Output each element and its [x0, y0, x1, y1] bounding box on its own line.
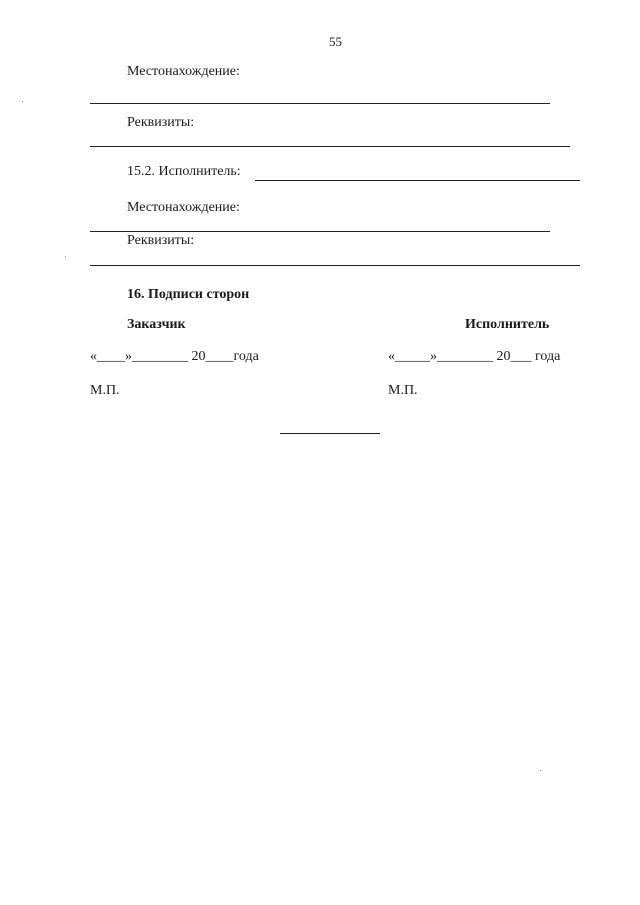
contractor-signature-title: Исполнитель	[465, 317, 550, 332]
contractor-name-line	[255, 180, 580, 181]
contractor-location-line	[90, 231, 550, 232]
scan-speck	[22, 101, 23, 102]
contractor-stamp: М.П.	[388, 383, 418, 398]
client-date-line: «____»________ 20____года	[90, 349, 259, 364]
contractor-requisites-label: Реквизиты:	[127, 233, 195, 248]
client-requisites-label: Реквизиты:	[127, 115, 195, 130]
client-location-label: Местонахождение:	[127, 64, 240, 79]
page-number: 55	[329, 34, 342, 49]
contractor-heading: 15.2. Исполнитель:	[127, 164, 241, 179]
client-signature-title: Заказчик	[127, 317, 186, 332]
scan-speck	[540, 770, 541, 771]
client-stamp: М.П.	[90, 383, 120, 398]
contractor-date-line: «_____»________ 20___ года	[388, 349, 561, 364]
end-divider	[280, 433, 380, 434]
scan-speck	[65, 256, 66, 257]
signatures-heading: 16. Подписи сторон	[127, 287, 250, 302]
contractor-requisites-line	[90, 265, 580, 266]
client-requisites-line	[90, 146, 570, 147]
client-location-line	[90, 103, 550, 104]
contractor-location-label: Местонахождение:	[127, 200, 240, 215]
